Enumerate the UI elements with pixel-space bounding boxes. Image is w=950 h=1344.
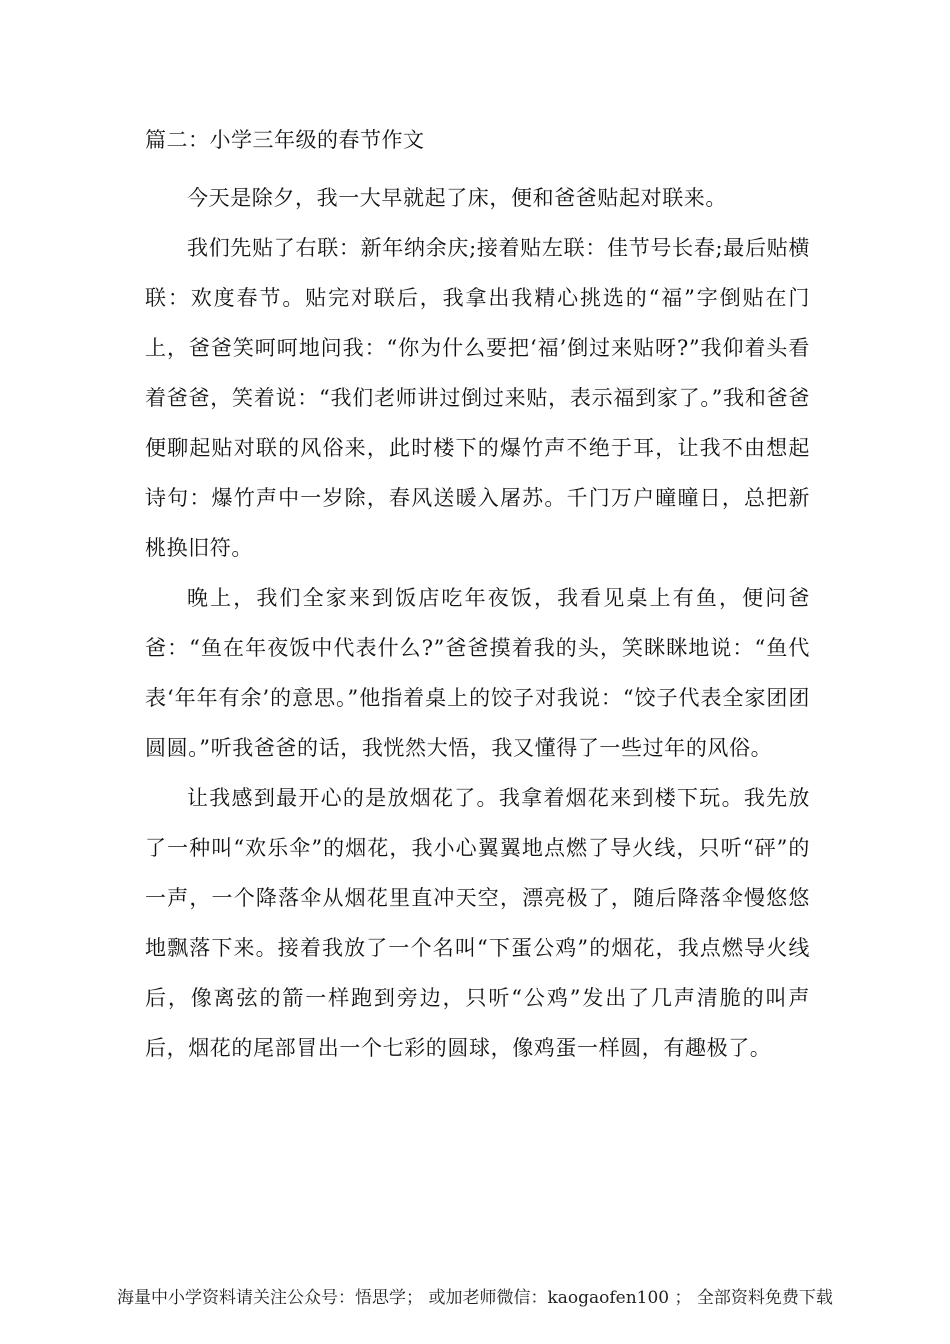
essay-body xyxy=(145,173,810,1073)
essay-title: 篇二：小学三年级的春节作文 xyxy=(145,128,425,152)
paragraph-3: 晚上，我们全家来到饭店吃年夜饭，我看见桌上有鱼，便问爸爸：“鱼在年夜饭中代表什么?”爸爸摸着我的头，笑眯眯地说：“鱼代表‘年年有余’的意思。”他指着桌上的饺子对我说：“饺子代表全家团团圆圆。”听我爸爸的话，我恍然大悟，我又懂得了一些过年的风俗。 xyxy=(145,586,810,760)
paragraph-4: 让我感到最开心的是放烟花了。我拿着烟花来到楼下玩。我先放了一种叫“欢乐伞”的烟花，我小心翼翼地点燃了导火线，只听“砰”的一声，一个降落伞从烟花里直冲天空，漂亮极了，随后降落伞慢悠悠地飘落下来。接着我放了一个名叫“下蛋公鸡”的烟花，我点燃导火线后，像离弦的箭一样跑到旁边，只听“公鸡”发出了几声清脆的叫声后，烟花的尾部冒出一个七彩的圆球，像鸡蛋一样圆，有趣极了。 xyxy=(145,786,810,1060)
paragraph-2: 我们先贴了右联：新年纳余庆;接着贴左联：佳节号长春;最后贴横联：欢度春节。贴完对联后，我拿出我精心挑选的“福”字倒贴在门上，爸爸笑呵呵地问我：“你为什么要把‘福’倒过来贴呀?”我仰着头看着爸爸，笑着说：“我们老师讲过倒过来贴，表示福到家了。”我和爸爸便聊起贴对联的风俗来，此时楼下的爆竹声不绝于耳，让我不由想起诗句：爆竹声中一岁除，春风送暖入屠苏。千门万户曈曈日，总把新桃换旧符。 xyxy=(145,236,810,560)
page-footer: 海量中小学资料请关注公众号：悟思学； 或加老师微信：kaogaofen100 ； 全部资料免费下载 xyxy=(117,1288,833,1308)
paragraph-1: 今天是除夕，我一大早就起了床，便和爸爸贴起对联来。 xyxy=(187,186,727,210)
